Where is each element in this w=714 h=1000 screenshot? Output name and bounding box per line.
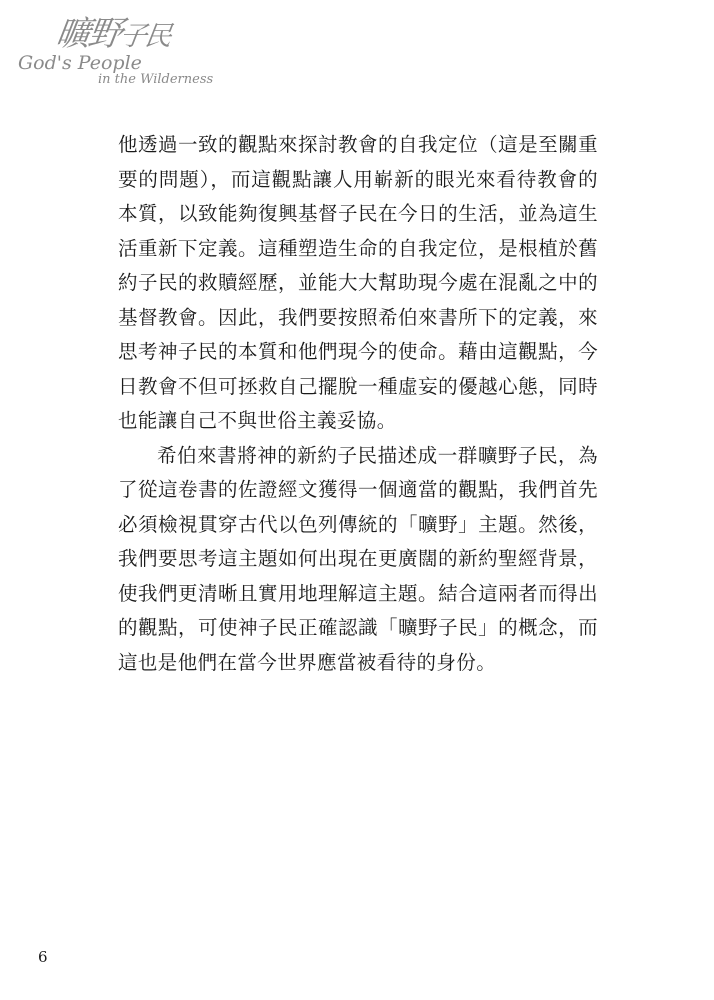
paragraph-1: 他透過一致的觀點來探討教會的自我定位（這是至關重要的問題），而這觀點讓人用嶄新的眼光來看待教會的本質，以致能夠復興基督子民在今日的生活，並為這生活重新下定義。這種塑造生命的自我定位，是根植於舊約子民的救贖經歷，並能大大幫助現今處在混亂之中的基督教會。因此，我們要按照希伯來書所下的定義，來思考神子民的本質和他們現今的使命。藉由這觀點，今日教會不但可拯救自己擺脫一種虛妄的優越心態，同時也能讓自己不與世俗主義妥協。 <box>118 133 598 432</box>
logo-chinese-small: 子民 <box>117 21 173 52</box>
book-logo <box>18 14 218 94</box>
logo-english-line1: God's People <box>18 52 142 74</box>
paragraph-2: 希伯來書將神的新約子民描述成一群曠野子民，為了從這卷書的佐證經文獲得一個適當的觀點，我們首先必須檢視貫穿古代以色列傳統的「曠野」主題。然後，我們要思考這主題如何出現在更廣闊的新約聖經背景，使我們更清晰且實用地理解這主題。結合這兩者而得出的觀點，可使神子民正確認識「曠野子民」的概念，而這也是他們在當今世界應當被看待的身份。 <box>118 443 598 674</box>
logo-chinese-main: 曠野 <box>53 14 124 54</box>
logo-english-line2: in the Wilderness <box>98 72 214 87</box>
page-number: 6 <box>38 948 48 966</box>
logo-chinese-title <box>53 14 173 57</box>
body-text <box>118 128 598 680</box>
